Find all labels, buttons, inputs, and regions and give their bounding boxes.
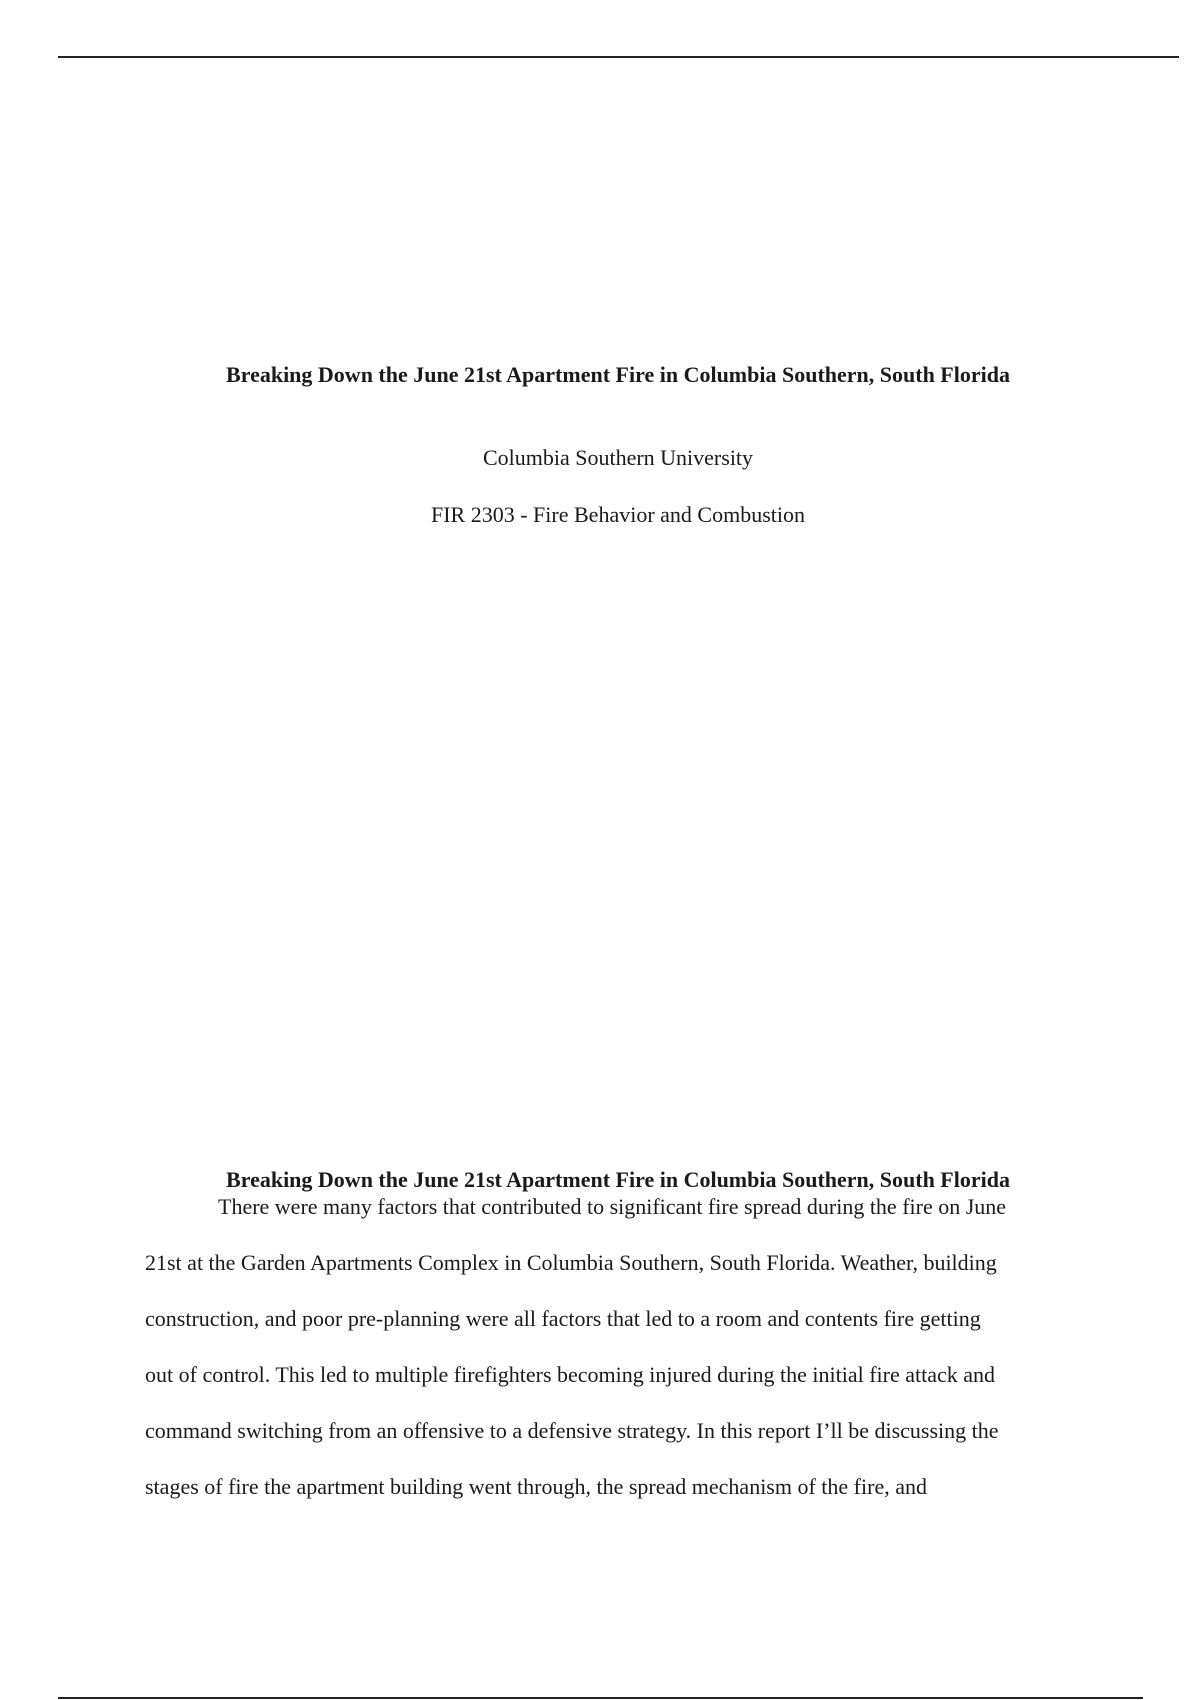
header-rule	[58, 56, 1179, 58]
course-name: FIR 2303 - Fire Behavior and Combustion	[431, 502, 805, 527]
institution-name: Columbia Southern University	[482, 445, 754, 470]
paragraph-line: construction, and poor pre-planning were all factors that led to a room and contents fire getting	[145, 1306, 981, 1331]
body-heading: Breaking Down the June 21st Apartment Fire in Columbia Southern, South Florida	[226, 1167, 1010, 1192]
paragraph-line: 21st at the Garden Apartments Complex in Columbia Southern, South Florida. Weather, building	[145, 1250, 997, 1275]
paragraph-line: command switching from an offensive to a defensive strategy. In this report I’ll be discussing the	[145, 1418, 999, 1443]
paragraph-line: There were many factors that contributed to significant fire spread during the fire on June	[218, 1194, 1007, 1219]
paper-title: Breaking Down the June 21st Apartment Fire in Columbia Southern, South Florida	[226, 362, 1010, 387]
paragraph-line: stages of fire the apartment building went through, the spread mechanism of the fire, and	[145, 1474, 927, 1499]
footer-rule	[58, 1697, 1143, 1699]
body-paragraph	[145, 1194, 1095, 1530]
paragraph-line: out of control. This led to multiple firefighters becoming injured during the initial fire attack and	[145, 1362, 996, 1387]
